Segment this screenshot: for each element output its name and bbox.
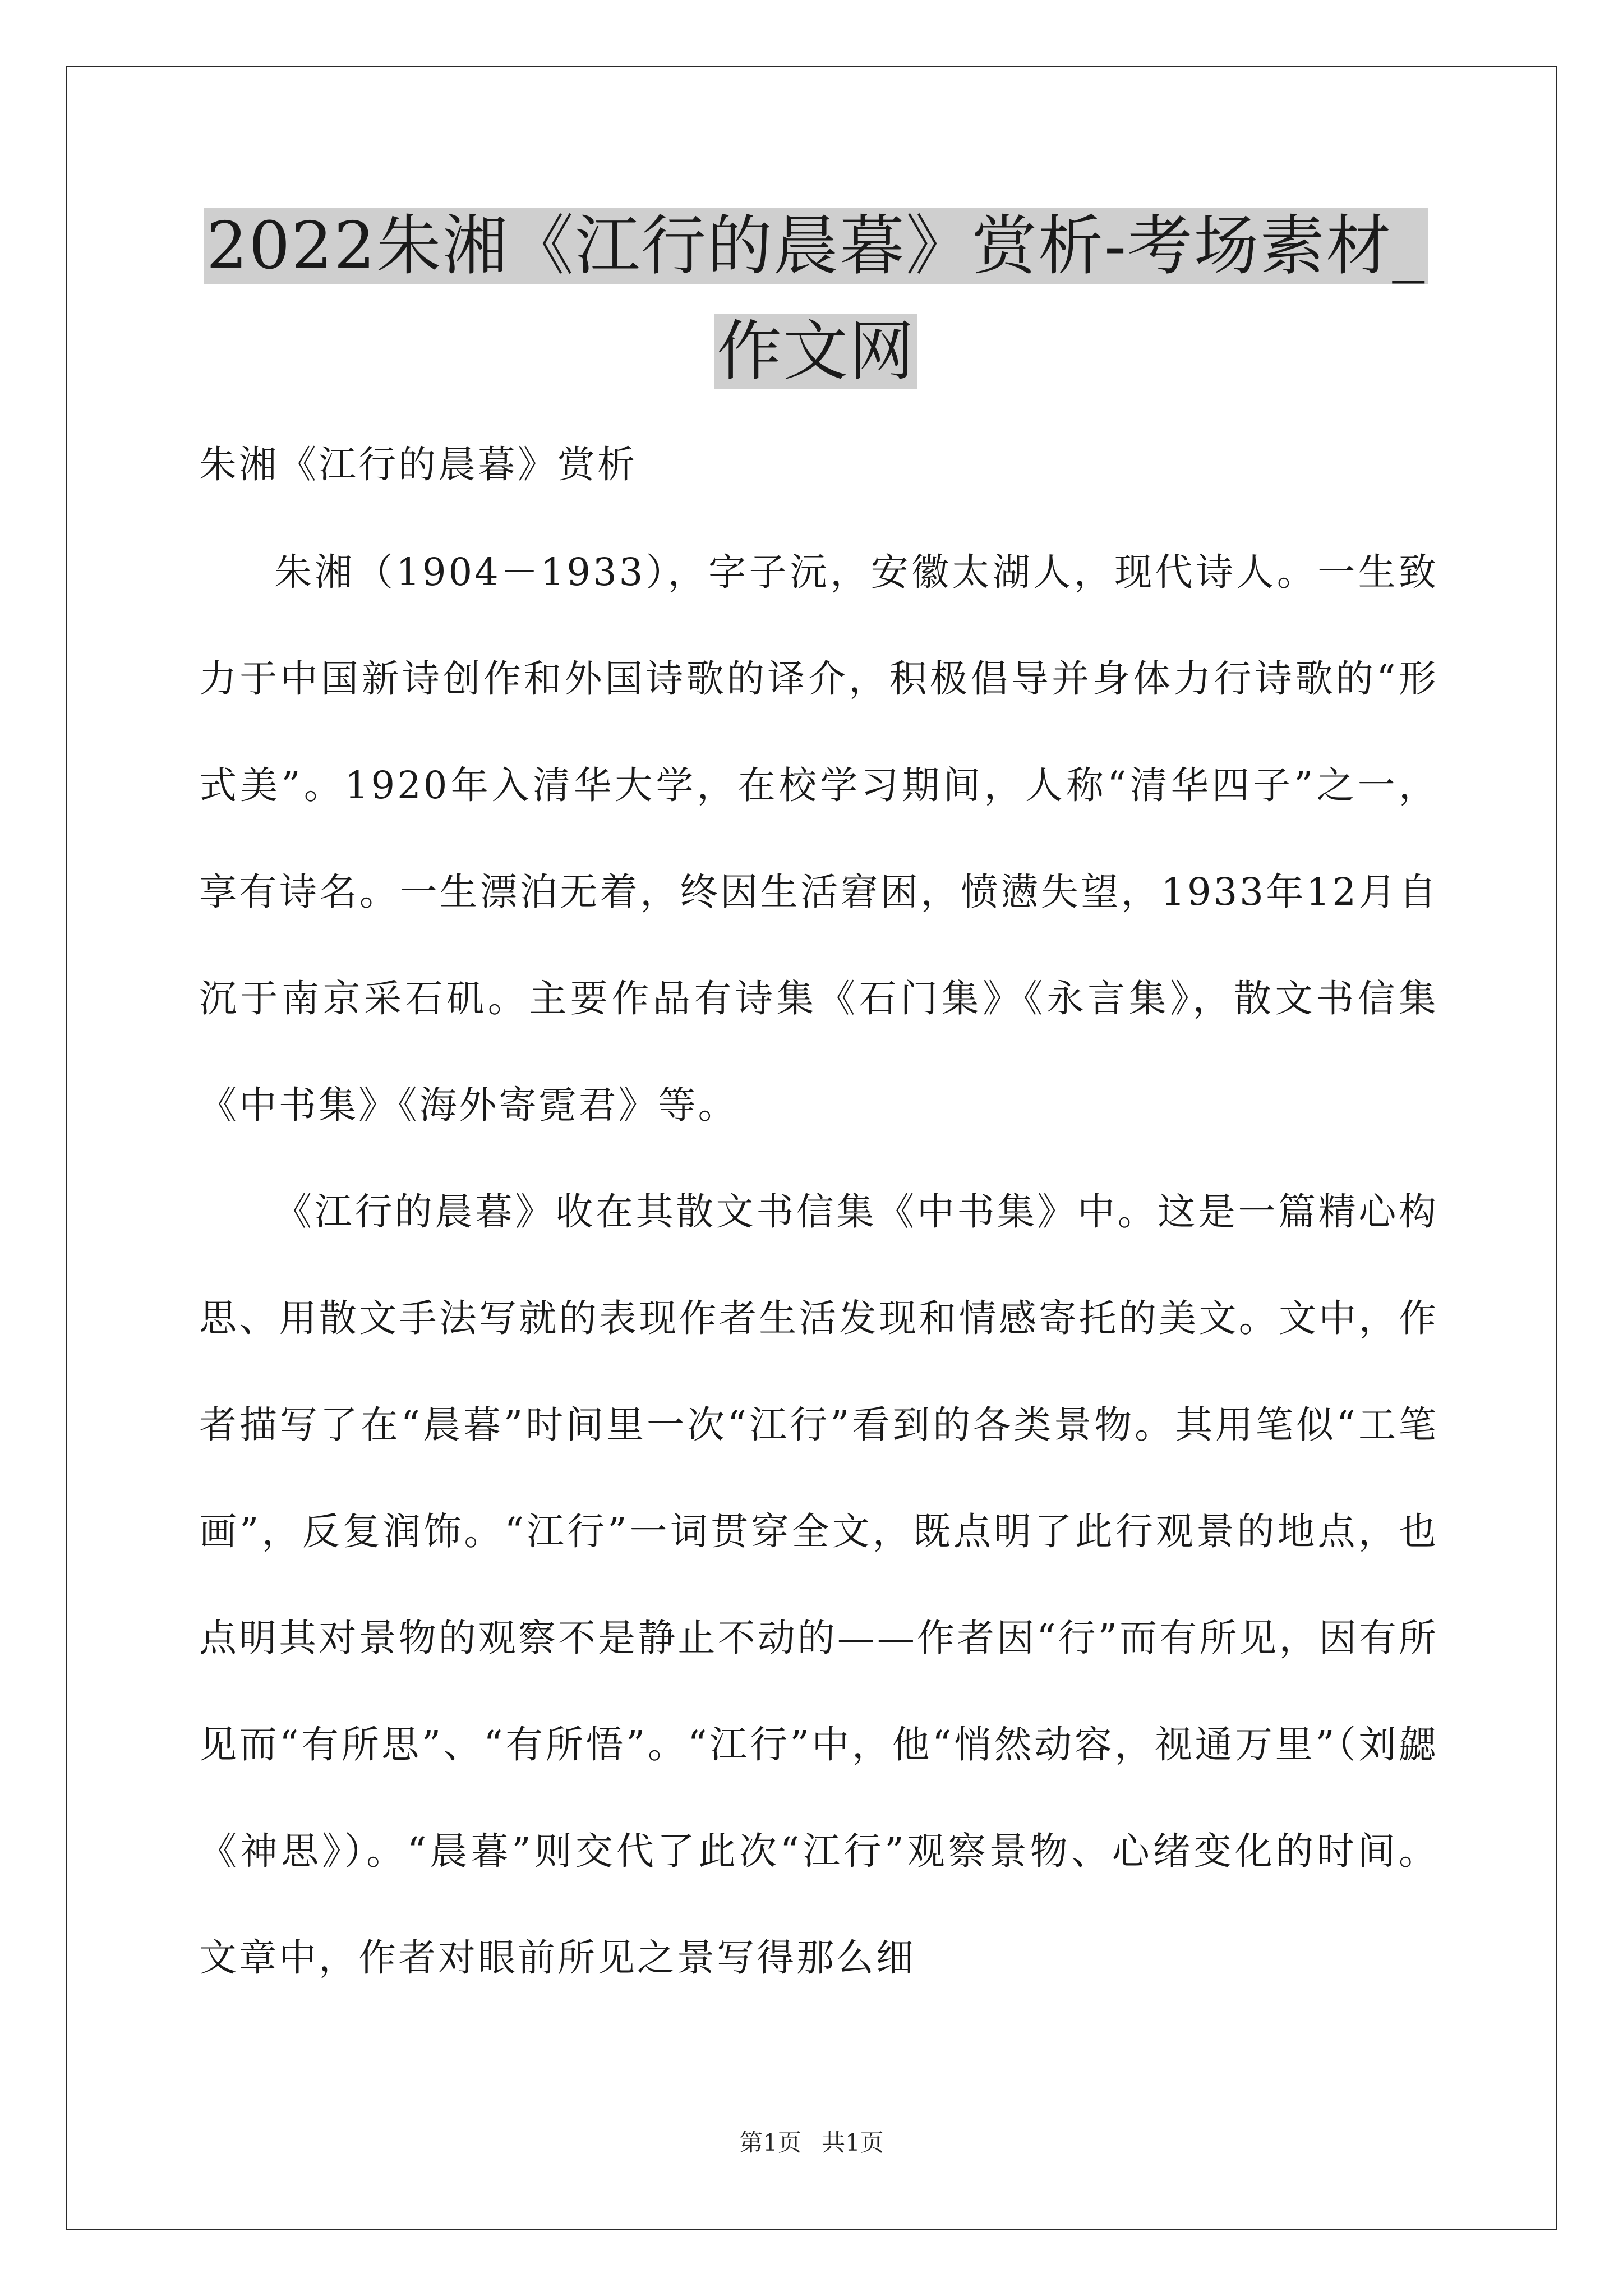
document-subtitle: 朱湘《江行的晨暮》赏析 (199, 443, 637, 486)
body-paragraph: 《江行的晨暮》收在其散文书信集《中书集》中。这是一篇精心构思、用散文手法写就的表现作者生活发现和情感寄托的美文。文中，作者描写了在“晨暮”时间里一次“江行”看到的各类景物。其用笔似“工笔画”，反复润饰。“江行”一词贯穿全文，既点明了此行观景的地点，也点明其对景物的观察不是静止不动的——作者因“行”而有所见，因有所见而“有所思”、“有所悟”。“江行”中，他“悄然动容，视通万里”（刘勰《神思》）。“晨暮”则交代了此次“江行”观察景物、心绪变化的时间。文章中，作者对眼前所见之景写得那么细 (199, 1190, 1438, 1980)
page-total: 共1页 (822, 2129, 884, 2156)
page-footer (0, 2126, 1623, 2160)
body-paragraph-2-block (199, 1158, 1438, 2011)
body-paragraph: 朱湘（1904－1933），字子沅，安徽太湖人，现代诗人。一生致力于中国新诗创作和外国诗歌的译介，积极倡导并身体力行诗歌的“形式美”。1920年入清华大学，在校学习期间，人称“清华四子”之一，享有诗名。一生漂泊无着，终因生活窘困，愤懑失望，1933年12月自沉于南京采石矶。主要作品有诗集《石门集》《永言集》，散文书信集《中书集》《海外寄霓君》等。 (199, 550, 1438, 1127)
document-title-text: 2022朱湘《江行的晨暮》赏析-考场素材_作文网 (204, 208, 1428, 389)
page-number: 第1页 (739, 2129, 801, 2156)
body-paragraph-1-block (199, 519, 1438, 1158)
document-title (185, 194, 1447, 404)
